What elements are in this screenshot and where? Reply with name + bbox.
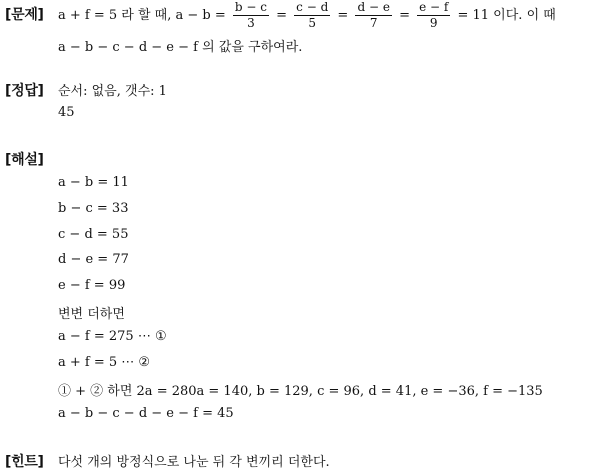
fraction-2 [294, 0, 330, 31]
problem-line-1-text: a + f = 5 라 할 때, a − b = [58, 8, 226, 23]
fraction-1-numerator: b − c [234, 0, 267, 14]
problem-line-1-tail: = 11 이다. 이 때 [457, 8, 556, 23]
explanation-line: a − b = 11 [58, 175, 129, 190]
fraction-4 [417, 0, 450, 31]
explanation-line: b − c = 33 [58, 201, 129, 216]
fraction-3 [355, 0, 391, 31]
fraction-3-numerator: d − e [357, 0, 390, 14]
equals-sign: = [399, 8, 410, 23]
answer-label: [정답] [5, 83, 44, 99]
fraction-3-denominator: 7 [369, 16, 378, 30]
answer-value: 45 [58, 105, 75, 120]
problem-line-2: a − b − c − d − e − f 의 값을 구하여라. [58, 40, 303, 55]
hint-text: 다섯 개의 방정식으로 나눈 뒤 각 변끼리 더한다. [58, 455, 330, 470]
answer-order-line: 순서: 없음, 갯수: 1 [58, 84, 167, 99]
fraction-4-denominator: 9 [429, 16, 438, 30]
explanation-line: c − d = 55 [58, 227, 129, 242]
fraction-1-denominator: 3 [247, 16, 255, 30]
explanation-line: ① + ② 하면 2a = 280a = 140, b = 129, c = 96, d = 41, e = −36, f = −135 [58, 384, 543, 399]
explanation-label: [해설] [5, 152, 44, 168]
fraction-2-denominator: 5 [308, 16, 317, 30]
explanation-line: a − f = 275 ⋯ ① [58, 329, 167, 344]
equals-sign: = [337, 8, 349, 23]
fraction-1 [233, 0, 269, 31]
fraction-4-numerator: e − f [419, 0, 449, 14]
explanation-line: e − f = 99 [58, 278, 126, 293]
explanation-line: d − e = 77 [58, 252, 129, 267]
explanation-line: a + f = 5 ⋯ ② [58, 355, 151, 370]
explanation-line: a − b − c − d − e − f = 45 [58, 406, 234, 421]
equals-sign: = [276, 8, 288, 23]
fraction-2-numerator: c − d [296, 0, 329, 14]
problem-line-1 [58, 0, 556, 31]
hint-label: [힌트] [5, 454, 44, 470]
problem-label: [문제] [5, 7, 44, 23]
explanation-line: 변변 더하면 [58, 307, 125, 322]
